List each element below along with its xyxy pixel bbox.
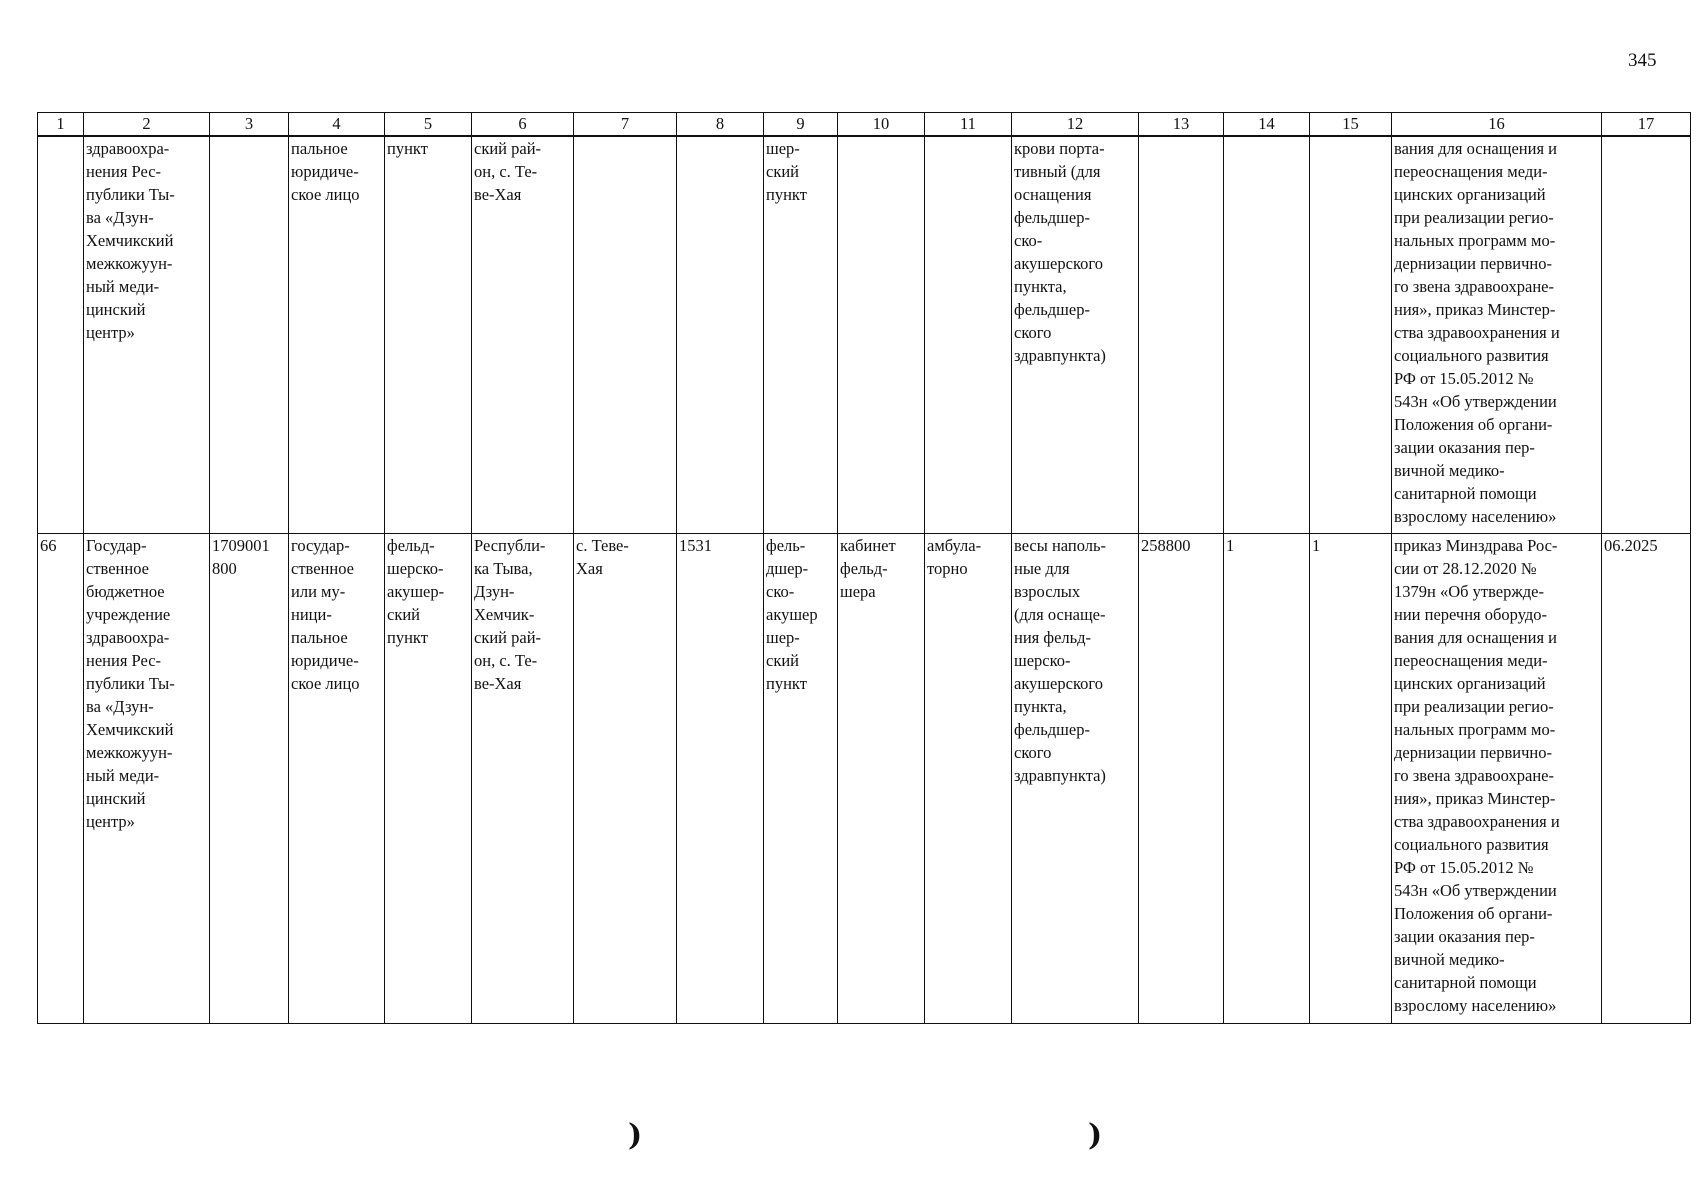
scan-mark: ) [1088, 1118, 1103, 1153]
table-cell-price [1139, 136, 1224, 533]
scan-mark: ) [628, 1118, 643, 1153]
column-number: 5 [385, 113, 472, 137]
table-cell-price: 258800 [1139, 533, 1224, 1023]
table-cell-number: 66 [38, 533, 84, 1023]
column-number: 7 [574, 113, 677, 137]
table-cell-equipment: весы наполь- ные для взрослых (для оснаще- ния фельд- шерско- акушерского пункта, фельдшер- ского здравпункта) [1012, 533, 1139, 1023]
table-cell-subdivision: фель- дшер- ско- акушер шер- ский пункт [764, 533, 838, 1023]
table-cell-quantity [1310, 136, 1392, 533]
table-cell-address: ский рай- он, с. Те- ве-Хая [472, 136, 574, 533]
column-number: 15 [1310, 113, 1392, 137]
registry-table [37, 112, 1691, 1024]
table-cell-quantity: 1 [1224, 533, 1310, 1023]
table-cell-equipment: крови порта- тивный (для оснащения фельдшер- ско- акушерского пункта, фельдшер- ского здравпункта) [1012, 136, 1139, 533]
column-number: 13 [1139, 113, 1224, 137]
table-cell-quantity: 1 [1310, 533, 1392, 1023]
table-cell-room [838, 136, 925, 533]
column-number: 1 [38, 113, 84, 137]
column-number: 17 [1602, 113, 1691, 137]
table-cell-legal-form: пальное юридиче- ское лицо [289, 136, 385, 533]
table-row [38, 136, 1691, 533]
table-cell-legal-basis: вания для оснащения и переоснащения меди- цинских организаций при реализации регио- нальных программ мо- дернизации первично- го звена здравоохране- ния», приказ Минстер- ства здравоохранения и социального развития РФ от 15.05.2012 № 543н «Об утверждении Положения об органи- зации оказания пер- вичной медико- санитарной помощи взрослому населению» [1392, 136, 1602, 533]
column-number-row [38, 113, 1691, 137]
table-cell-unit-type: пункт [385, 136, 472, 533]
table-cell-care-form [925, 136, 1012, 533]
table-cell-code [210, 136, 289, 533]
table-cell-number [38, 136, 84, 533]
table-cell-code: 1709001 800 [210, 533, 289, 1023]
table-cell-legal-basis: приказ Минздрава Рос- сии от 28.12.2020 № 1379н «Об утвержде- нии перечня оборудо- вания для оснащения и переоснащения меди- цинских организаций при реализации регио- нальных программ мо- дернизации первично- го звена здравоохране- ния», приказ Минстер- ства здравоохранения и социального развития РФ от 15.05.2012 № 543н «Об утверждении Положения об органи- зации оказания пер- вичной медико- санитарной помощи взрослому населению» [1392, 533, 1602, 1023]
column-number: 6 [472, 113, 574, 137]
column-number: 14 [1224, 113, 1310, 137]
column-number: 4 [289, 113, 385, 137]
column-number: 16 [1392, 113, 1602, 137]
table-cell-unit-type: фельд- шерско- акушер- ский пункт [385, 533, 472, 1023]
table-cell-care-form: амбула- торно [925, 533, 1012, 1023]
table-cell-institution: Государ- ственное бюджетное учреждение здравоохра- нения Рес- публики Ты- ва «Дзун- Хемчикский межкожуун- ный меди- цинский центр» [84, 533, 210, 1023]
column-number: 2 [84, 113, 210, 137]
column-number: 9 [764, 113, 838, 137]
table-cell-institution: здравоохра- нения Рес- публики Ты- ва «Дзун- Хемчикский межкожуун- ный меди- цинский центр» [84, 136, 210, 533]
table-cell-population: 1531 [677, 533, 764, 1023]
table-cell-legal-form: государ- ственное или му- ници- пальное юридиче- ское лицо [289, 533, 385, 1023]
table-cell-quantity [1224, 136, 1310, 533]
table-cell-population [677, 136, 764, 533]
column-number: 10 [838, 113, 925, 137]
table-cell-address: Республи- ка Тыва, Дзун- Хемчик- ский рай- он, с. Те- ве-Хая [472, 533, 574, 1023]
table-cell-room: кабинет фельд- шера [838, 533, 925, 1023]
column-number: 8 [677, 113, 764, 137]
column-number: 11 [925, 113, 1012, 137]
table-row [38, 533, 1691, 1023]
table-cell-date [1602, 136, 1691, 533]
table-cell-date: 06.2025 [1602, 533, 1691, 1023]
column-number: 12 [1012, 113, 1139, 137]
table-cell-subdivision: шер- ский пункт [764, 136, 838, 533]
table-cell-locality [574, 136, 677, 533]
table-cell-locality: с. Теве- Хая [574, 533, 677, 1023]
column-number: 3 [210, 113, 289, 137]
page-number: 345 [1628, 50, 1657, 71]
